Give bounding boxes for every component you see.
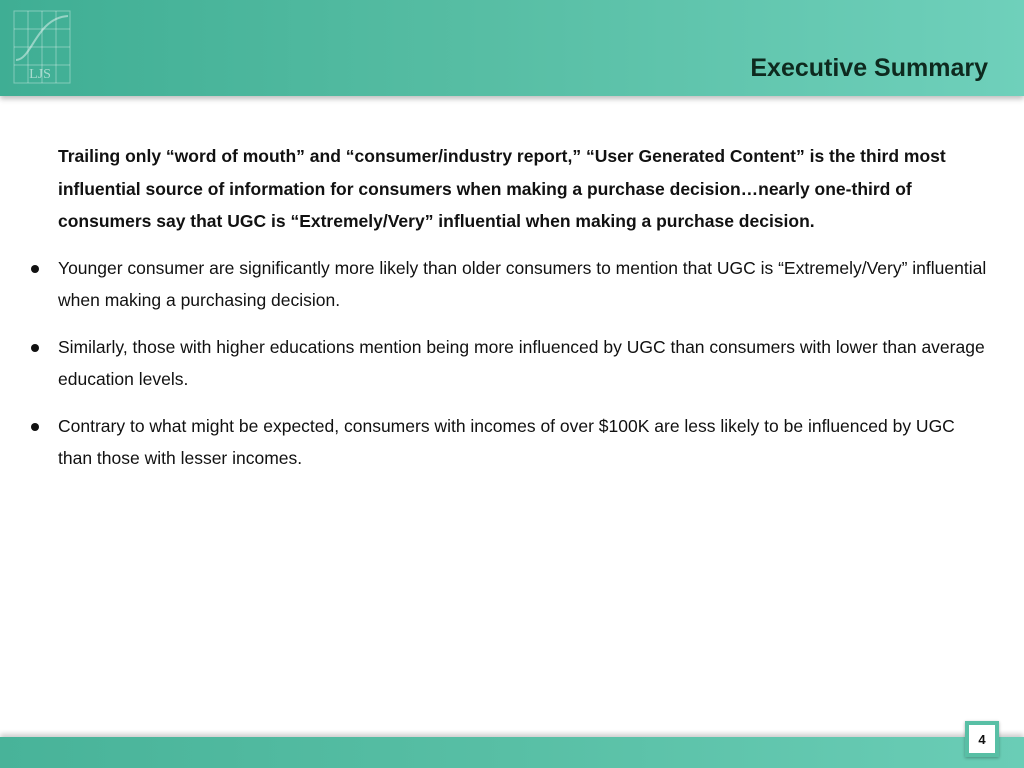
bullet-text: Contrary to what might be expected, consumers with incomes of over $100K are less likely to be influenced by UGC than those with lesser incomes. [58, 415, 955, 468]
header-band [0, 0, 1024, 96]
bullet-dot-icon [31, 423, 39, 431]
content-body [58, 140, 993, 489]
bullet-dot-icon [31, 265, 39, 273]
lead-paragraph: Trailing only “word of mouth” and “consumer/industry report,” “User Generated Content” is the third most influential source of information for consumers when making a purchase decision…nearly one-third of consumers say that UGC is “Extremely/Very” influential when making a purchase decision. [58, 146, 946, 231]
logo-text: LJS [29, 67, 51, 82]
bullet-text: Similarly, those with higher educations mention being more influenced by UGC than consumers with lower than average education levels. [58, 336, 985, 389]
bullet-list [58, 252, 993, 475]
bullet-item [58, 252, 993, 317]
ljs-logo-icon [10, 8, 72, 88]
bullet-text: Younger consumer are significantly more likely than older consumers to mention that UGC is “Extremely/Very” influential when making a purchasing decision. [58, 257, 987, 310]
page-number: 4 [969, 725, 995, 753]
bullet-item [58, 331, 993, 396]
bullet-dot-icon [31, 344, 39, 352]
page-number-box [965, 721, 999, 757]
bullet-item [58, 410, 993, 475]
slide-title: Executive Summary [750, 54, 988, 82]
footer-band [0, 737, 1024, 768]
